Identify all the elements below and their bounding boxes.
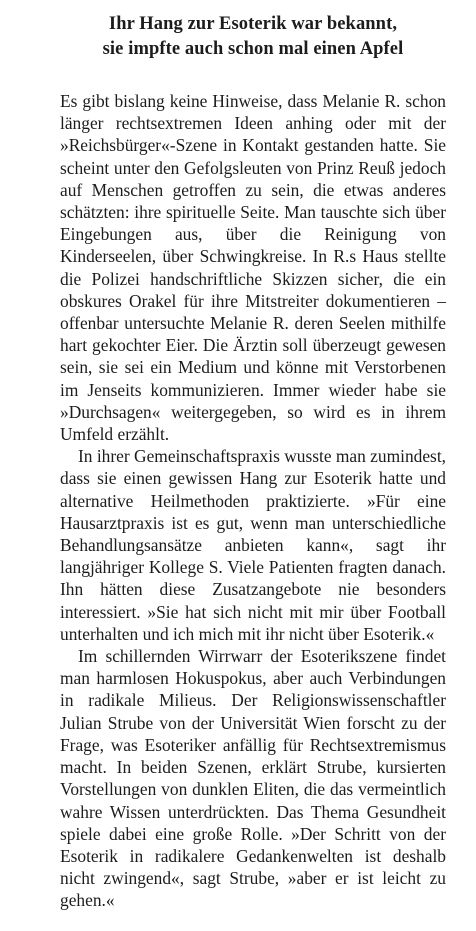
- page-bottom-edge: [0, 923, 476, 931]
- article-headline: [60, 12, 446, 62]
- paragraph-1: Es gibt bislang keine Hinweise, dass Melanie R. schon länger rechtsextremen Ideen anhing oder mit der »Reichsbürger«-Szene in Kontakt gestanden hatte. Sie scheint unter den Gefolgsleuten von Prinz Reuß jedoch auf Menschen getroffen zu sein, die etwas anderes schätzten: ihre spirituelle Seite. Man tauschte sich über Eingebungen aus, über die Reinigung von Kinderseelen, über Schwingkreise. In R.s Haus stellte die Polizei handschriftliche Skizzen sicher, die ein obskures Orakel für ihre Mitstreiter dokumentieren – offenbar untersuchte Melanie R. deren Seelen mithilfe hart gekochter Eier. Die Ärztin soll überzeugt gewesen sein, sie sei ein Medium und könne mit Verstorbenen im Jenseits kommunizieren. Immer wieder habe sie »Durchsagen« weitergegeben, so wird es in ihrem Umfeld erzählt.: [60, 91, 446, 445]
- article-body: [60, 90, 446, 912]
- paragraph-3: Im schillernden Wirrwarr der Esoterikszene findet man harmlosen Hokuspokus, aber auch Verbindungen in radikale Milieus. Der Religionswissenschaftler Julian Strube von der Universität Wien forscht zu der Frage, was Esoteriker anfällig für Rechtsextremismus macht. In beiden Szenen, erklärt Strube, kursierten Vorstellungen von dunklen Eliten, die das vermeintlich wahre Wissen unterdrückten. Das Thema Gesundheit spiele dabei eine große Rolle. »Der Schritt von der Esoterik in radikalere Gedankenwelten ist deshalb nicht zwingend«, sagt Strube, »aber er ist leicht zu gehen.«: [60, 646, 446, 911]
- headline-line-1: Ihr Hang zur Esoterik war bekannt,: [108, 14, 398, 34]
- paragraph-2: In ihrer Gemeinschaftspraxis wusste man zumindest, dass sie einen gewissen Hang zur Esoterik hatte und alternative Heilmethoden praktizierte. »Für eine Hausarztpraxis ist es gut, wenn man unterschiedliche Behandlungsansätze anbieten kann«, sagt ihr langjähriger Kollege S. Viele Patienten fragten danach. Ihn hätten diese Zusatzangebote nie besonders interessiert. »Sie hat sich nicht mit mir über Football unterhalten und ich mich mit ihr nicht über Esoterik.«: [60, 446, 447, 644]
- headline-line-2: sie impfte auch schon mal einen Apfel: [102, 39, 404, 59]
- article: [60, 12, 446, 912]
